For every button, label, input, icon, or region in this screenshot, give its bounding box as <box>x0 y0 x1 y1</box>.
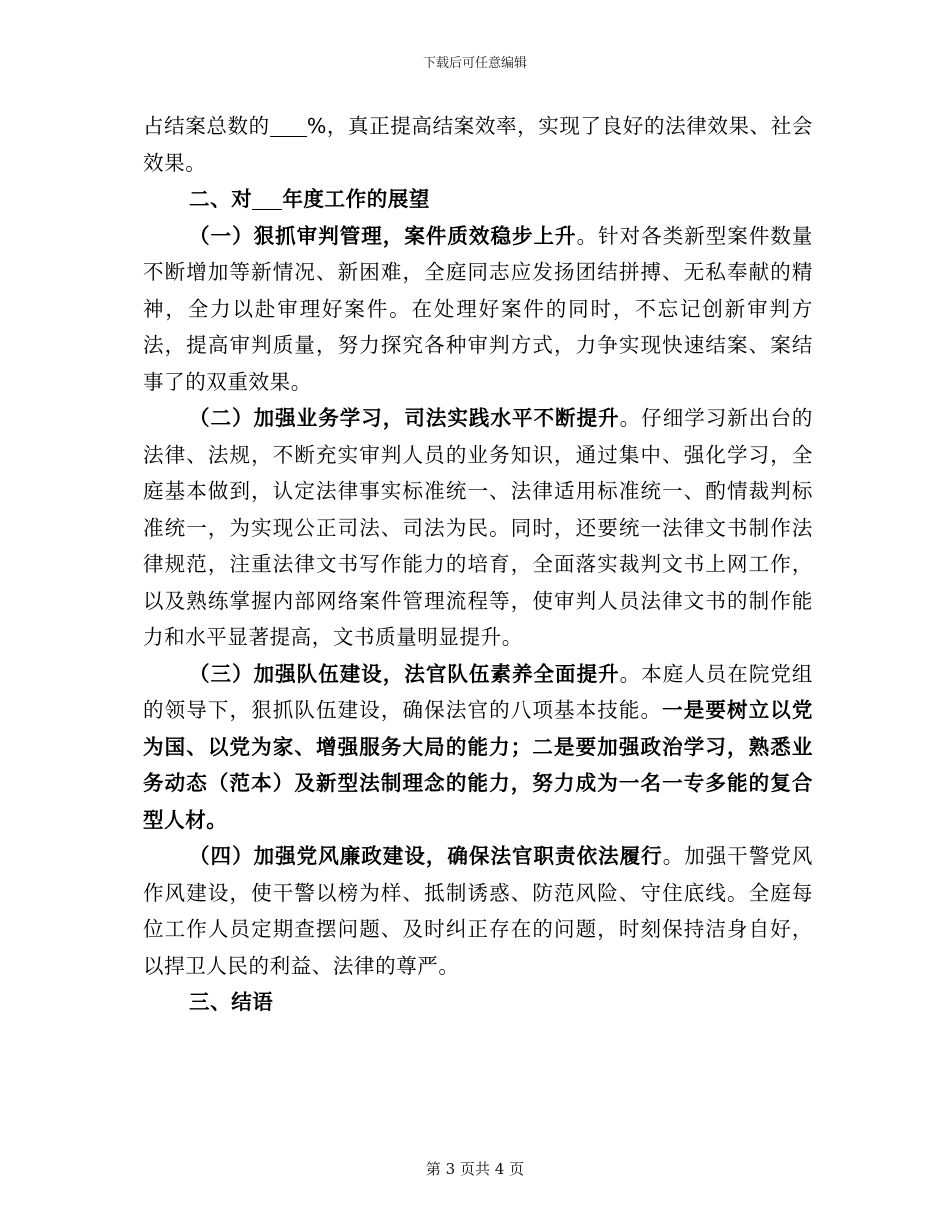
heading-conclusion: 三、结语 <box>189 990 274 1014</box>
section-3-bold-tail: 一是要树立以党为国、以党为家、增强服务大局的能力；二是要加强政治学习，熟悉业务动态（范本）及新型法制理念的能力，努力成为一名一专多能的复合型人材。 <box>143 698 814 832</box>
document-body <box>143 108 813 1021</box>
page-footer: 第 3 页共 4 页 <box>425 1160 525 1178</box>
paragraph-closing-rate <box>143 108 813 181</box>
heading-outlook-before: 二、对 <box>189 187 253 211</box>
section-2-body: 。仔细学习新出台的法律、法规，不断充实审判人员的业务知识，通过集中、强化学习，全庭基本做到，认定法律事实标准统一、法律适用标准统一、酌情裁判标准统一，为实现公正司法、司法为民。同时，还要统一法律文书制作法律规范，注重法律文书写作能力的培育，全面落实裁判文书上网工作，以及熟练掌握内部网络案件管理流程等，使审判人员法律文书的制作能力和水平显著提高，文书质量明显提升。 <box>143 406 813 649</box>
heading-outlook-after: 年度工作的展望 <box>282 187 431 211</box>
section-3-title: （三）加强队伍建设，法官队伍素养全面提升 <box>189 661 620 686</box>
year-blank <box>252 189 282 210</box>
section-4-title: （四）加强党风廉政建设，确保法官职责依法履行 <box>189 844 663 868</box>
fill-in-blank <box>270 116 307 137</box>
page-header: 下载后可任意编辑 <box>422 56 527 71</box>
section-1-body: 。针对各类新型案件数量不断增加等新情况、新困难，全庭同志应发扬团结拼搏、无私奉献的精神，全力以赴审理好案件。在处理好案件的同时，不忘记创新审判方法，提高审判质量，努力探究各种审判方式，力争实现快速结案、案结事了的双重效果。 <box>143 223 813 394</box>
section-3-body: 。本庭人员在院党组的领导下，狠抓队伍建设，确保法官的八项基本技能。 <box>143 661 813 722</box>
section-1 <box>143 218 813 401</box>
section-4-body: 。加强干警党风作风建设，使干警以榜为样、抵制诱惑、防范风险、守住底线。全庭每位工作人员定期查摆问题、及时纠正存在的问题，时刻保持洁身自好，以捍卫人民的利益、法律的尊严。 <box>143 844 813 978</box>
text-before-blank: 占结案总数的 <box>143 114 270 138</box>
section-2 <box>143 400 813 656</box>
section-3 <box>143 656 813 839</box>
section-2-title: （二）加强业务学习，司法实践水平不断提升 <box>189 406 620 430</box>
section-4 <box>143 838 813 984</box>
text-after-blank: %，真正提高结案效率，实现了良好的法律效果、社会效果。 <box>143 114 813 175</box>
section-1-title: （一）狠抓审判管理，案件质效稳步上升 <box>189 223 577 248</box>
heading-outlook <box>143 181 813 218</box>
